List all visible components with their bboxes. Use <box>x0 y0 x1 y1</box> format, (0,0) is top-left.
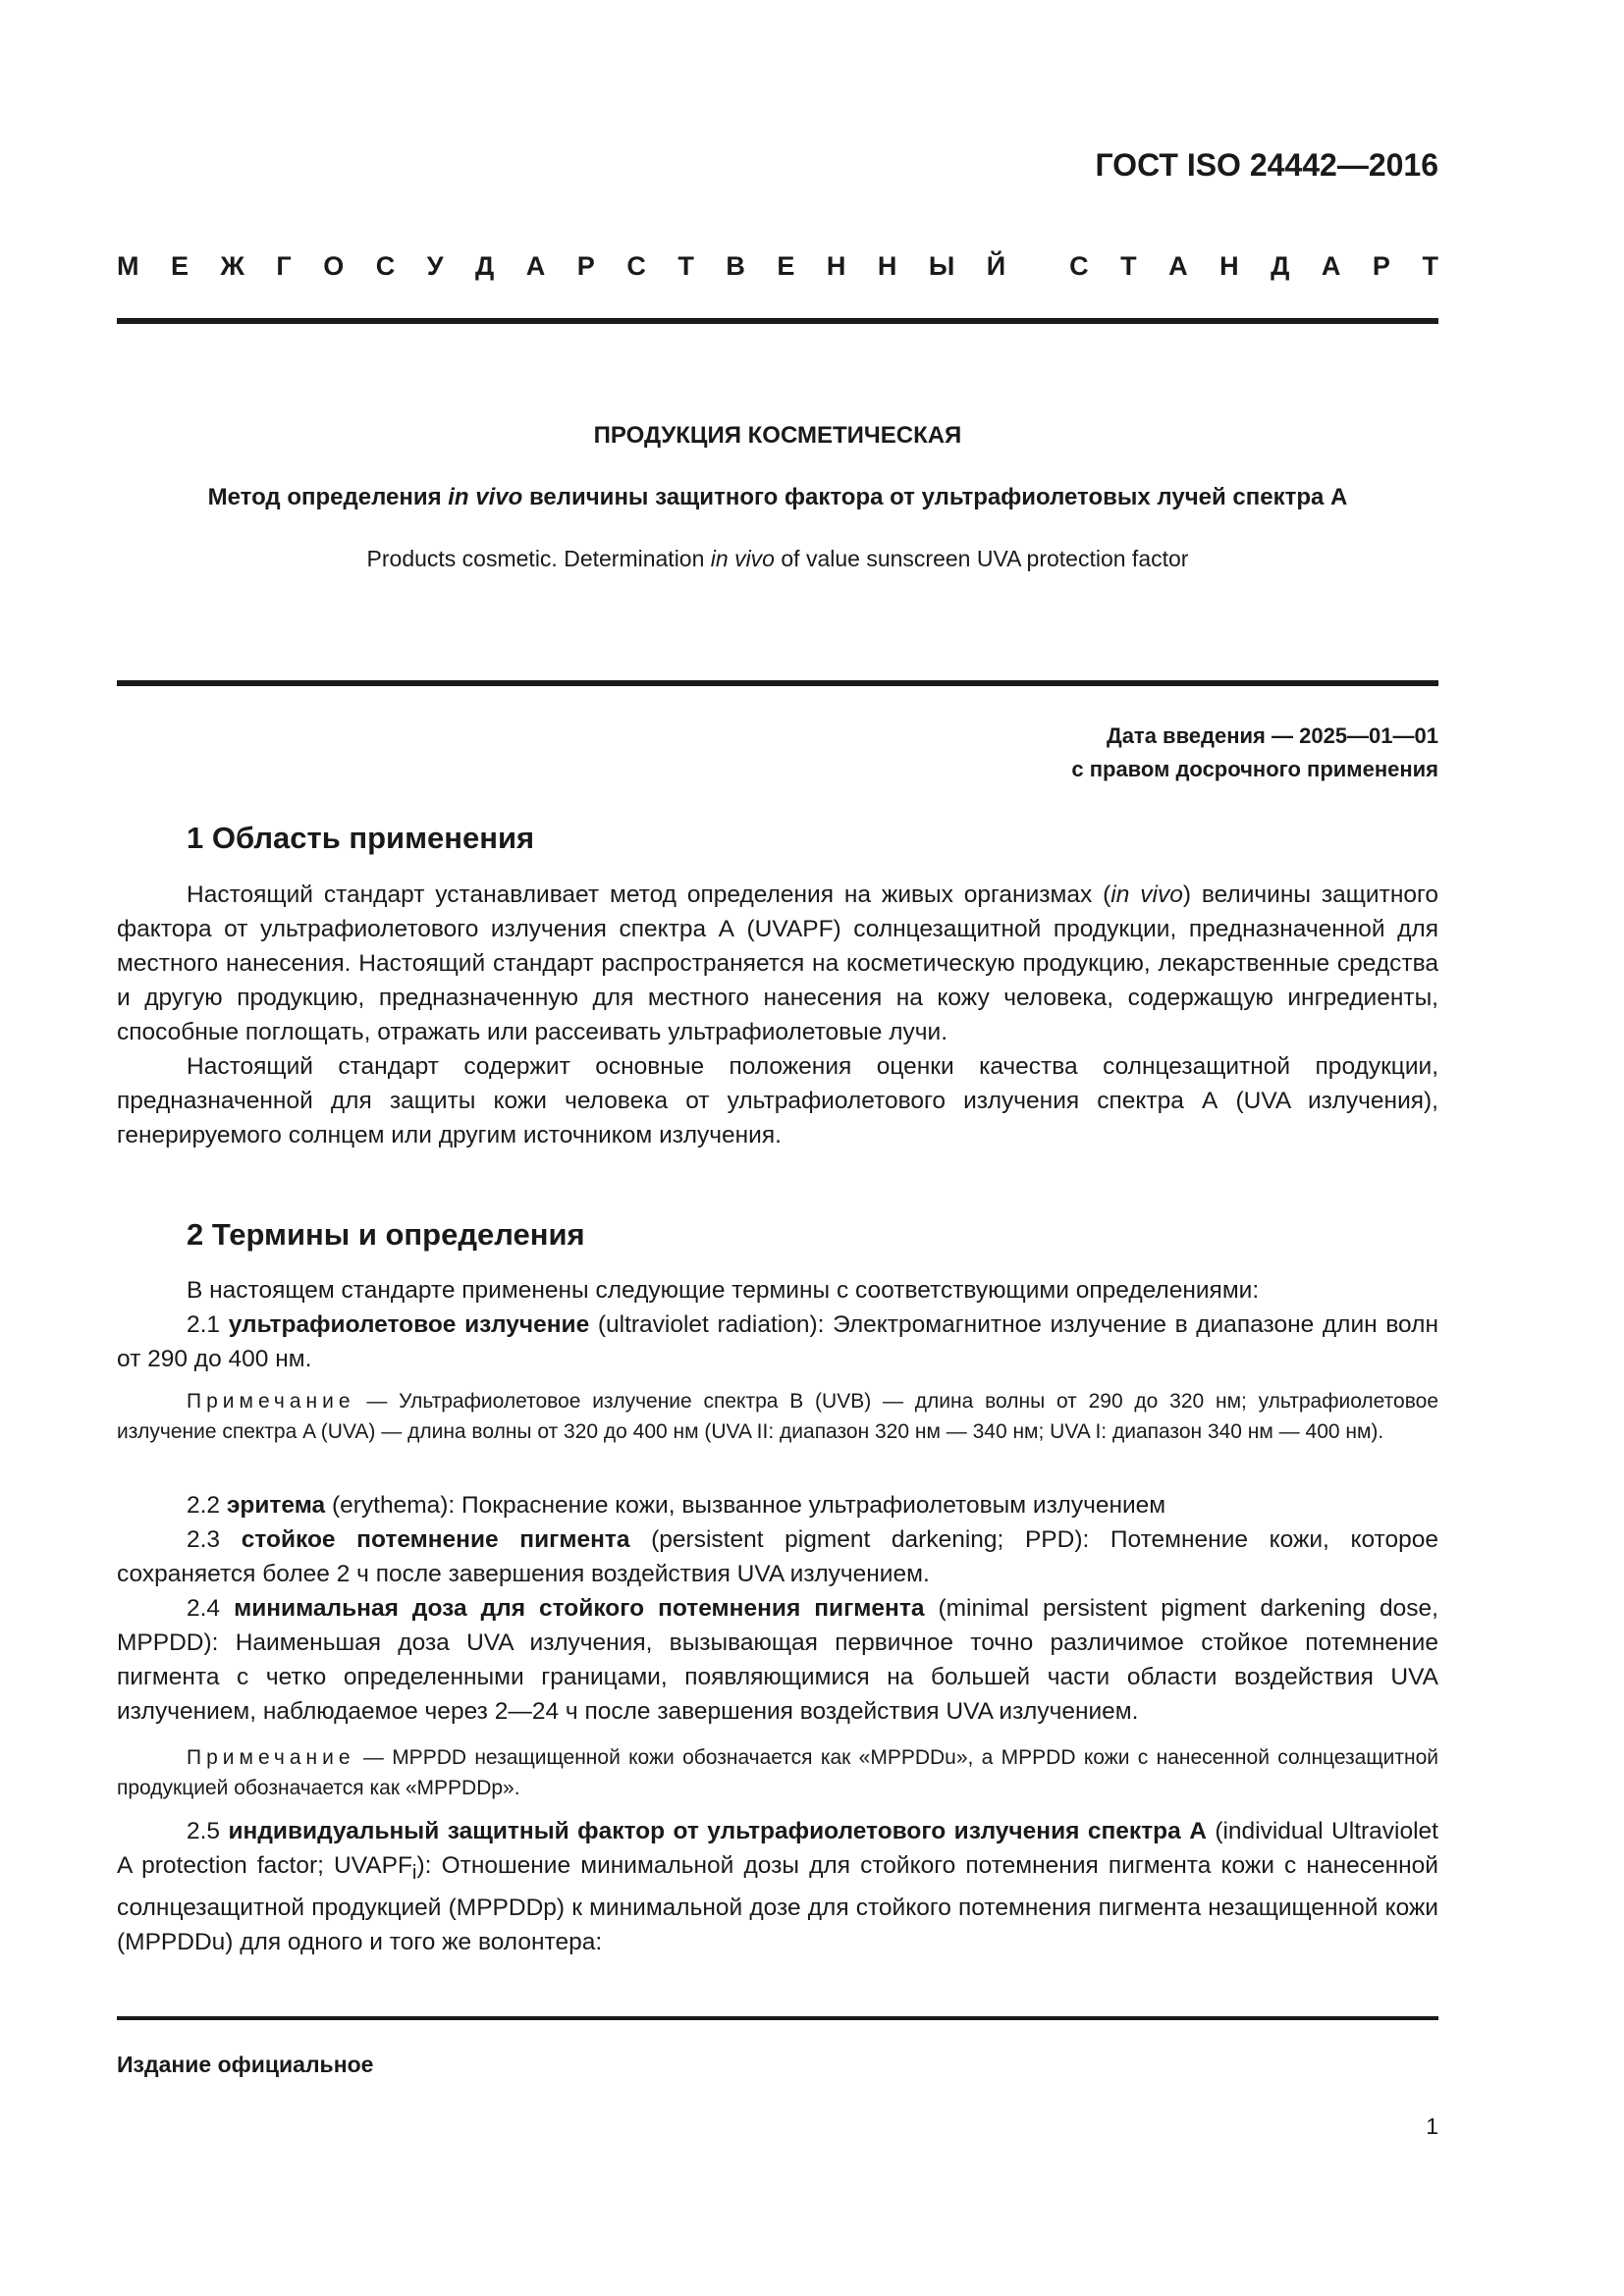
footer-rule <box>117 2016 1438 2020</box>
heading-letter: В <box>726 251 745 281</box>
introduction-date: Дата введения — 2025—01—01 с правом досрочного применения <box>1071 723 1438 781</box>
section-body <box>117 1814 1438 1959</box>
heading-letter: Р <box>1372 251 1390 281</box>
paragraph: Настоящий стандарт содержит основные положения оценки качества солнцезащитной продукции, предназначенной для защиты кожи человека от ультрафиолетового излучения спектра А (UVA излучения), генерируемого солнцем или другим источником излучения. <box>117 1053 1438 1148</box>
term-definition: 2.1 ультрафиолетовое излучение (ultraviolet radiation): Электромагнитное излучение в диапазоне длин волн от 290 до 400 нм. <box>117 1311 1438 1372</box>
heading-letter: А <box>1321 251 1341 281</box>
heading-letter: Й <box>986 251 1006 281</box>
section-body <box>117 1488 1438 1729</box>
document-subtitle-english: Products cosmetic. Determination in vivo of value sunscreen UVA protection factor <box>366 546 1189 571</box>
heading-letter: Д <box>475 251 495 281</box>
page-number: 1 <box>1426 2113 1438 2139</box>
paragraph: В настоящем стандарте применены следующие термины с соответствующими определениями: <box>187 1277 1260 1304</box>
term-definition: 2.3 стойкое потемнение пигмента (persistent pigment darkening; PPD): Потемнение кожи, которое сохраняется более 2 ч после завершения воздействия UVA излучением. <box>117 1526 1438 1587</box>
heading-letter: А <box>525 251 546 281</box>
term-definition: 2.5 индивидуальный защитный фактор от ультрафиолетового излучения спектра А (individual Ultraviolet A protection factor; $UVAPF_i$): Отношение минимальной дозы для стойкого потемнения пигмента кожи с нанесенной солнцезащитной продукцией (MPPDDp) к минимальной дозе для стойкого потемнения пигмента незащищенной кожи (MPPDDu) для одного и того же волонтера: <box>117 1818 1438 1955</box>
heading-letter: Д <box>1271 251 1290 281</box>
paragraph: Настоящий стандарт устанавливает метод определения на живых организмах (in vivo) величины защитного фактора от ультрафиолетового излучения спектра А (UVAPF) солнцезащитной продукции, предназначенной для местного нанесения. Настоящий стандарт распространяется на косметическую продукцию, лекарственные средства и другую продукцию, предназначенную для местного нанесения на кожу человека, содержащую ингредиенты, способные поглощать, отражать или рассеивать ультрафиолетовые лучи. <box>117 881 1439 1045</box>
heading-letter: Н <box>826 251 846 281</box>
term-definition: 2.2 эритема (erythema): Покраснение кожи, вызванное ультрафиолетовым излучением <box>187 1492 1166 1519</box>
section-body <box>117 878 1438 1152</box>
section-heading: 1 Область применения <box>187 821 535 855</box>
title-rule <box>117 680 1438 686</box>
heading-letter: Ж <box>220 251 244 281</box>
heading-letter: Г <box>276 251 292 281</box>
heading-letter: Т <box>1422 251 1438 281</box>
heading-letter: Н <box>1219 251 1239 281</box>
note: Примечание — Ультрафиолетовое излучение спектра B (UVB) — длина волны от 290 до 320 нм; ультрафиолетовое излучение спектра A (UVA) — длина волны от 320 до 400 нм (UVA II: диапазон 320 нм — 340 нм; UVA I: диапазон 340 нм — 400 нм). <box>117 1390 1438 1443</box>
document-title: ПРОДУКЦИЯ КОСМЕТИЧЕСКАЯ <box>593 422 962 449</box>
heading-letter: Т <box>1120 251 1137 281</box>
heading-letter: С <box>1069 251 1089 281</box>
heading-letter: Ы <box>928 251 955 281</box>
document-number: ГОСТ ISO 24442—2016 <box>1095 147 1438 183</box>
header-rule <box>117 318 1438 324</box>
heading-letter: Е <box>777 251 795 281</box>
heading-letter: С <box>375 251 396 281</box>
heading-letter: С <box>626 251 646 281</box>
section-heading: 2 Термины и определения <box>187 1217 585 1252</box>
standard-type-heading <box>117 251 1438 282</box>
heading-letter: Т <box>677 251 694 281</box>
heading-letter: О <box>323 251 345 281</box>
heading-letter: Е <box>171 251 189 281</box>
heading-letter: А <box>1168 251 1188 281</box>
section-body <box>117 1273 1438 1376</box>
heading-letter: Н <box>877 251 897 281</box>
heading-letter: Р <box>576 251 595 281</box>
document-subtitle: Метод определения in vivo величины защитного фактора от ультрафиолетовых лучей спектра A <box>207 484 1348 510</box>
term-definition: 2.4 минимальная доза для стойкого потемнения пигмента (minimal persistent pigment darkening dose, MPPDD): Наименьшая доза UVA излучения, вызывающая первичное точно различимое стойкое потемнение пигмента с четко определенными границами, появляющимися на большей части области воздействия UVA излучением, наблюдаемое через 2—24 ч после завершения воздействия UVA излучением. <box>117 1595 1438 1725</box>
heading-letter: М <box>117 251 139 281</box>
heading-letter: У <box>426 251 444 281</box>
note: Примечание — MPPDD незащищенной кожи обозначается как «MPPDDu», а MPPDD кожи с нанесенной солнцезащитной продукцией обозначается как «MPPDDp». <box>117 1746 1438 1799</box>
official-edition-label: Издание официальное <box>117 2052 374 2077</box>
